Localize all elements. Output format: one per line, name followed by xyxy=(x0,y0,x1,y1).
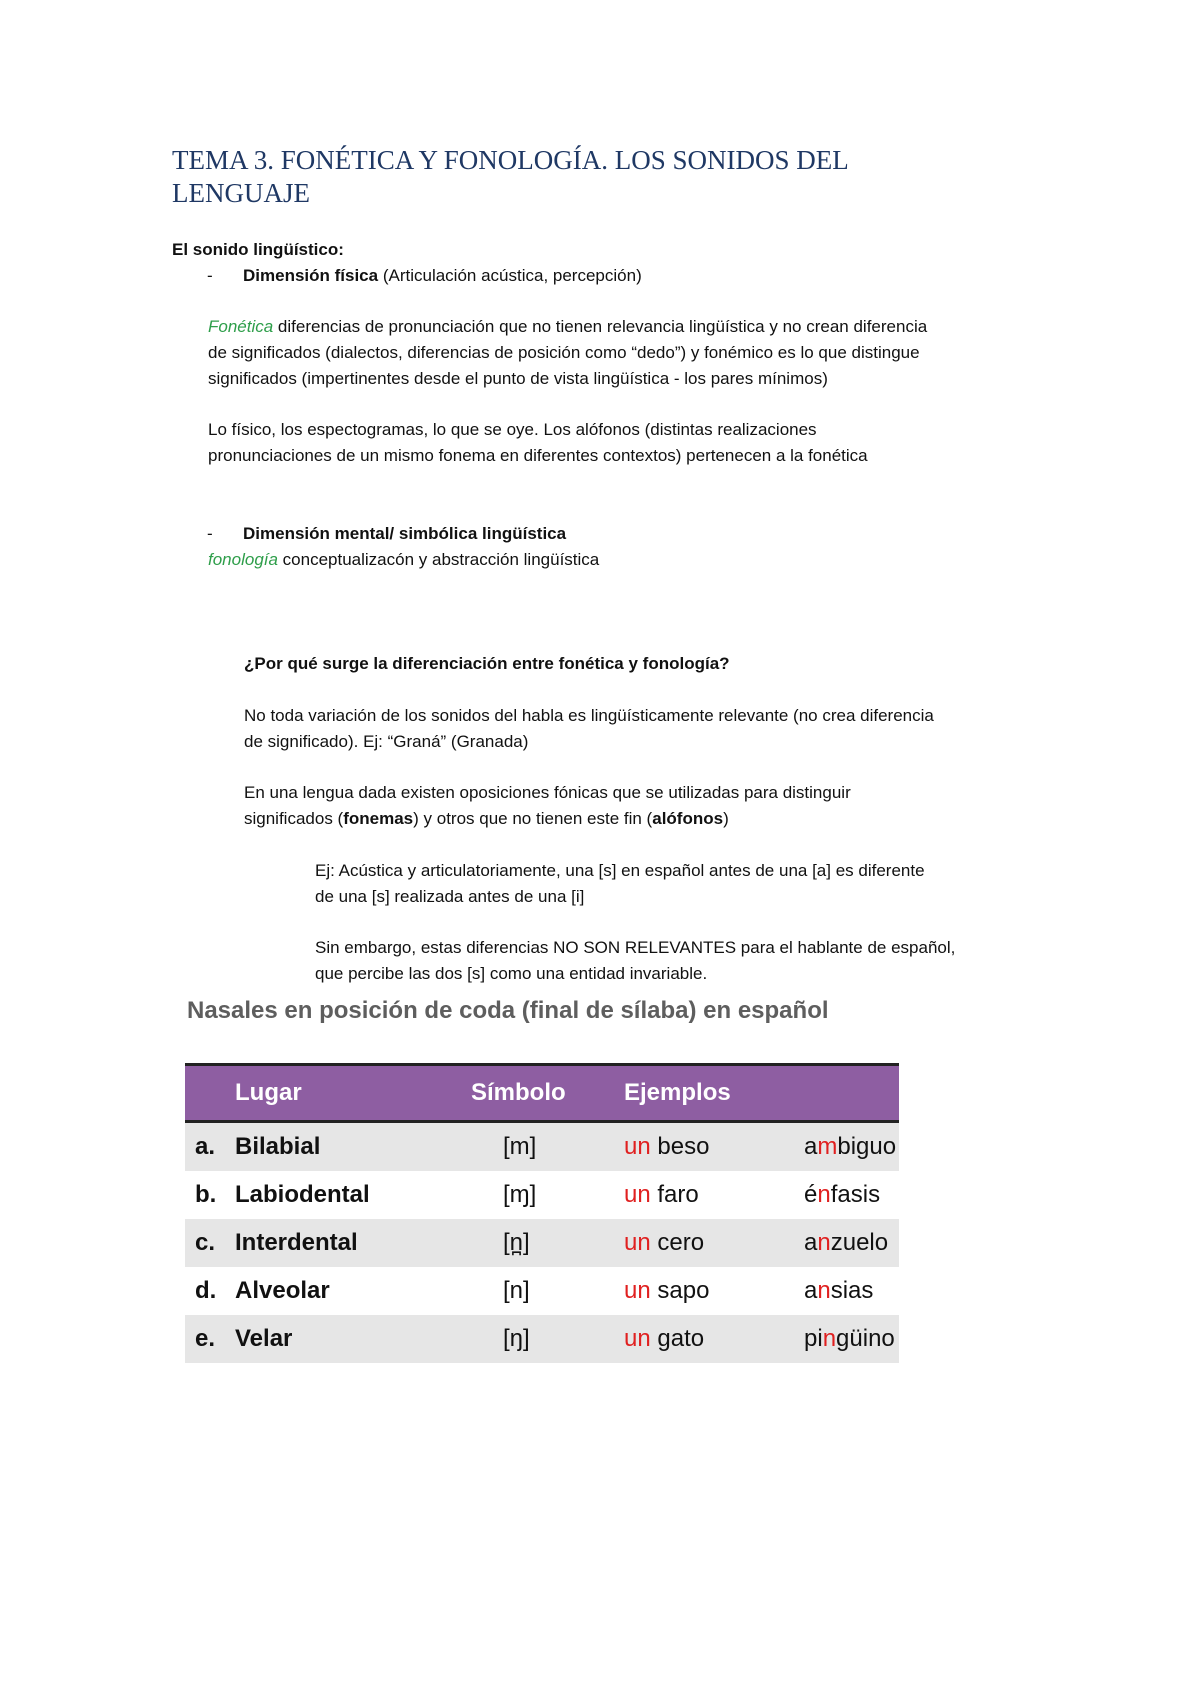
row-example-1: un cero xyxy=(624,1219,804,1267)
text-span: ) xyxy=(723,809,729,828)
row-symbol: [n̪] xyxy=(471,1219,624,1267)
term-fonologia: fonología xyxy=(208,550,278,569)
table-row xyxy=(185,1219,899,1267)
bullet-dimension-fisica xyxy=(207,263,642,289)
header-ejemplos: Ejemplos xyxy=(624,1065,804,1122)
row-symbol: [ɱ] xyxy=(503,1181,537,1208)
row-letter: a. xyxy=(195,1133,216,1160)
row-place: Bilabial xyxy=(235,1133,321,1160)
text-line: conceptualizacón y abstracción lingüística xyxy=(277,550,600,569)
table-header-row xyxy=(185,1065,899,1122)
bullet-bold: Dimensión mental/ simbólica lingüística xyxy=(243,524,567,543)
row-letter: d. xyxy=(195,1277,217,1304)
header-lugar: Lugar xyxy=(185,1065,471,1122)
row-place: Interdental xyxy=(235,1229,358,1256)
row-example-2: énfasis xyxy=(804,1181,881,1208)
row-example-1: un beso xyxy=(624,1122,804,1172)
row-symbol: [n] xyxy=(503,1277,530,1304)
table-row xyxy=(185,1122,899,1172)
text-line: que percibe las dos [s] como una entidad invariable. xyxy=(315,964,708,983)
row-symbol: [m] xyxy=(471,1122,624,1172)
text-line: significados (impertinentes desde el punto de vista lingüística - los pares mínimos) xyxy=(208,369,828,388)
bullet-dash: - xyxy=(207,266,213,285)
table-row xyxy=(185,1171,899,1219)
row-example-2: ambiguo xyxy=(804,1122,899,1172)
text-line: Lo físico, los espectogramas, lo que se oye. Los alófonos (distintas realizaciones xyxy=(208,420,817,439)
paragraph-ejemplo xyxy=(315,858,925,910)
row-example-2: anzuelo xyxy=(804,1219,899,1267)
text-line: de significados (dialectos, diferencias de posición como “dedo”) y fonémico es lo que distingue xyxy=(208,343,920,362)
bullet-bold: Dimensión física xyxy=(243,266,379,285)
row-place: Velar xyxy=(235,1325,293,1352)
term-alofonos: alófonos xyxy=(652,809,724,828)
row-letter: c. xyxy=(195,1229,216,1256)
text-span: significados ( xyxy=(244,809,344,828)
paragraph-sin-embargo xyxy=(315,935,955,987)
nasales-table xyxy=(185,1063,899,1363)
text-span: ) y otros que no tienen este fin ( xyxy=(413,809,653,828)
question-heading: ¿Por qué surge la diferenciación entre fonética y fonología? xyxy=(244,654,730,673)
paragraph-oposiciones xyxy=(244,780,851,832)
text-line: Sin embargo, estas diferencias NO SON RELEVANTES para el hablante de español, xyxy=(315,938,956,957)
table-row xyxy=(185,1267,899,1315)
term-fonemas: fonemas xyxy=(343,809,414,828)
header-empty xyxy=(804,1065,899,1122)
text-line: No toda variación de los sonidos del habla es lingüísticamente relevante (no crea diferencia xyxy=(244,706,934,725)
text-line: En una lengua dada existen oposiciones fónicas que se utilizadas para distinguir xyxy=(244,783,851,802)
term-fonetica: Fonética xyxy=(208,317,274,336)
row-place: Alveolar xyxy=(235,1277,330,1304)
text-line: de una [s] realizada antes de una [i] xyxy=(315,887,585,906)
bullet-dash: - xyxy=(207,524,213,543)
row-example-2: pingüino xyxy=(804,1315,899,1363)
row-letter: e. xyxy=(195,1325,216,1352)
row-place: Labiodental xyxy=(235,1181,370,1208)
bullet-dimension-mental xyxy=(207,521,566,547)
row-example-1: un gato xyxy=(624,1315,804,1363)
paragraph-variacion xyxy=(244,703,934,755)
text-line: diferencias de pronunciación que no tienen relevancia lingüística y no crean diferencia xyxy=(273,317,928,336)
section-heading: El sonido lingüístico: xyxy=(172,240,344,259)
text-line: pronunciaciones de un mismo fonema en diferentes contextos) pertenecen a la fonética xyxy=(208,446,868,465)
row-example-2: ansias xyxy=(804,1277,874,1304)
text-line: de significado). Ej: “Graná” (Granada) xyxy=(244,732,529,751)
row-symbol: [ŋ] xyxy=(471,1315,624,1363)
fonologia-line xyxy=(208,547,599,573)
document-title: TEMA 3. FONÉTICA Y FONOLOGÍA. LOS SONIDOS DEL LENGUAJE xyxy=(172,145,848,208)
table-row xyxy=(185,1315,899,1363)
text-line: Ej: Acústica y articulatoriamente, una [s] en español antes de una [a] es diferente xyxy=(315,861,925,880)
header-simbolo: Símbolo xyxy=(471,1065,624,1122)
row-example-1: un sapo xyxy=(624,1277,710,1304)
row-example-1: un faro xyxy=(624,1181,699,1208)
table-title: Nasales en posición de coda (final de sílaba) en español xyxy=(187,997,829,1024)
row-letter: b. xyxy=(195,1181,217,1208)
paragraph-fisico xyxy=(208,417,868,469)
paragraph-fonetica xyxy=(208,314,927,392)
bullet-rest: (Articulación acústica, percepción) xyxy=(378,266,642,285)
